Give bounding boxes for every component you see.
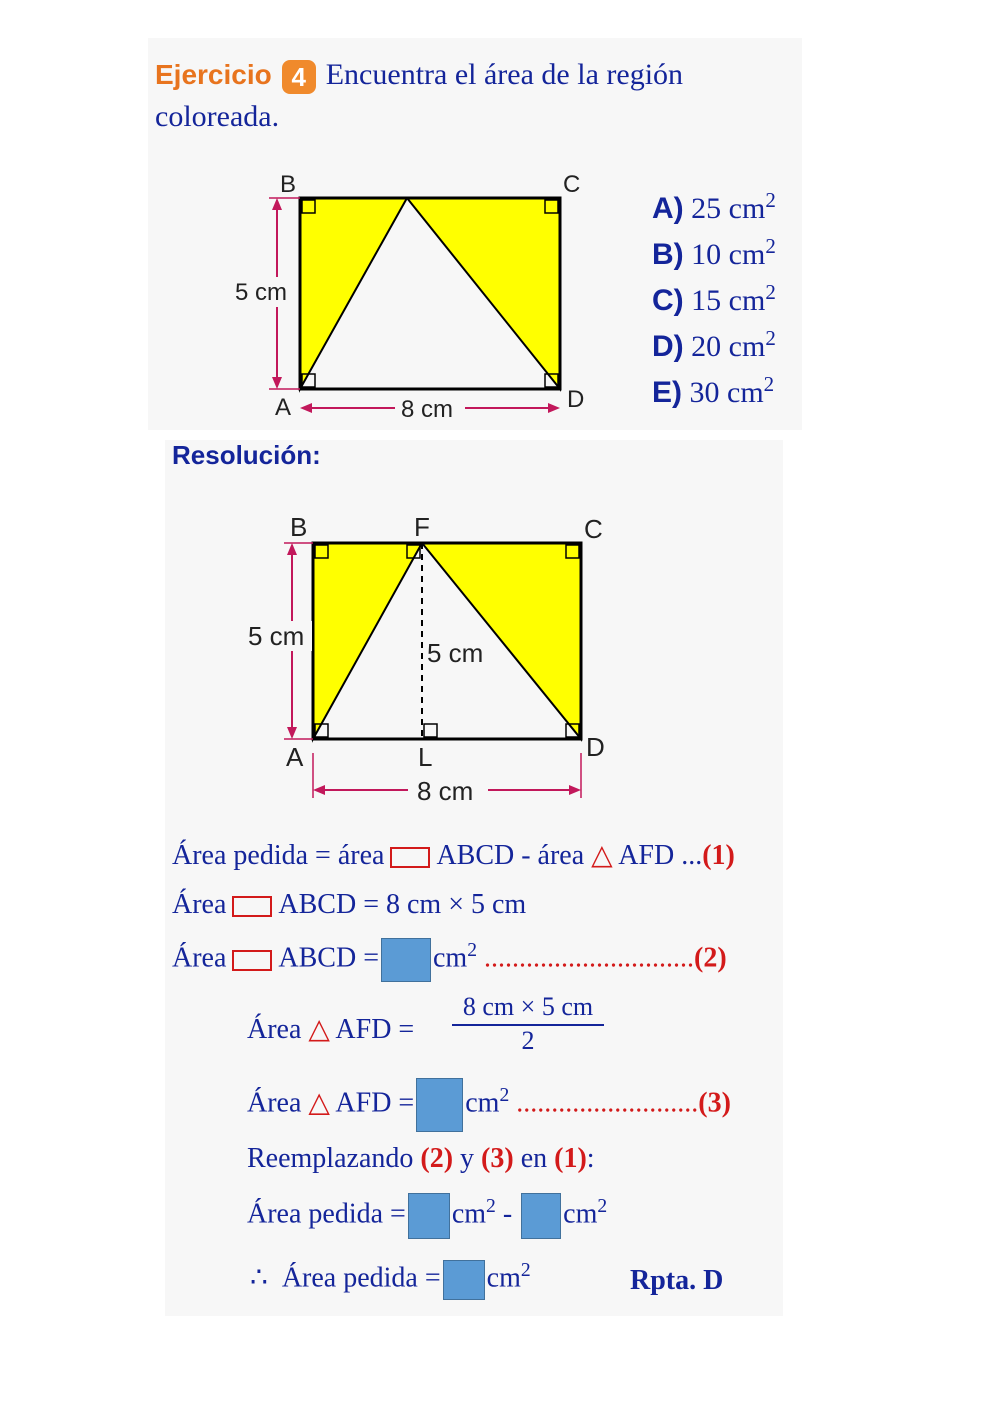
shaded-left-triangle: [300, 198, 407, 389]
vertex-c: C: [563, 171, 581, 198]
resolution-line-5: Área △ AFD = $cm^2$ ..........................(3): [247, 1078, 731, 1132]
option-c[interactable]: C) 15 $cm^2$: [652, 280, 776, 317]
triangle-symbol: △: [591, 840, 613, 871]
resolution-line-2: Área ABCD = 8 cm × 5 cm: [172, 889, 527, 920]
vertex-d: D: [567, 386, 585, 413]
right-angle-mark-l: [424, 724, 437, 737]
answer-blank-box-1[interactable]: [381, 938, 431, 982]
vertex-l: L: [418, 742, 433, 772]
option-a[interactable]: A) 25 $cm^2$: [652, 188, 776, 225]
resolution-line-8: ∴ Área pedida = $cm^2$: [250, 1260, 531, 1300]
shaded-right-triangle: [407, 198, 560, 389]
answer-blank-box-3[interactable]: [408, 1193, 450, 1239]
arrow-left-2: [313, 785, 325, 795]
resolution-line-1: Área pedida = área ABCD - área △ AFD ...(1): [172, 840, 735, 871]
exercise-header: [155, 58, 683, 94]
figure-2: [240, 508, 620, 808]
height-label: 5 cm: [235, 279, 288, 306]
arrow-up-2: [287, 543, 297, 555]
vertex-a2: A: [286, 742, 304, 772]
triangle-symbol: △: [308, 1014, 330, 1045]
arrow-down-2: [287, 727, 297, 739]
option-b[interactable]: B) 10 $cm^2$: [652, 234, 776, 271]
arrow-down: [272, 377, 282, 389]
rectangle-symbol: [232, 896, 272, 917]
answer-text: Rpta. D: [630, 1265, 724, 1296]
resolution-line-7: Área pedida = $cm^2 - cm^2$: [247, 1193, 607, 1239]
arrow-right-2: [569, 785, 581, 795]
arrow-right: [548, 403, 560, 413]
therefore-symbol: ∴: [250, 1262, 268, 1294]
vertex-c2: C: [584, 514, 603, 544]
answer-options: [652, 188, 776, 418]
exercise-label: Ejercicio: [155, 59, 272, 90]
fraction-numerator: 8 cm × 5 cm: [452, 992, 604, 1026]
arrow-up: [272, 198, 282, 210]
vertex-f: F: [414, 512, 430, 542]
rectangle-symbol: [232, 950, 272, 971]
vertex-d2: D: [586, 732, 605, 762]
base-label-2: 8 cm: [417, 776, 474, 806]
figure-1: [225, 165, 605, 430]
inner-height-label: 5 cm: [427, 638, 484, 668]
vertex-b2: B: [290, 512, 308, 542]
vertex-a: A: [275, 394, 292, 421]
resolution-title: Resolución:: [172, 440, 321, 470]
answer-blank-box-4[interactable]: [521, 1193, 561, 1239]
option-d[interactable]: D) 20 $cm^2$: [652, 326, 776, 363]
arrow-left: [300, 403, 312, 413]
option-e[interactable]: E) 30 $cm^2$: [652, 372, 775, 409]
fraction: [452, 992, 604, 1056]
height-label-2: 5 cm: [248, 621, 305, 651]
exercise-statement-line1: Encuentra el área de la región: [325, 58, 684, 91]
fraction-denominator: 2: [521, 1026, 535, 1055]
exercise-statement-line2: coloreada.: [155, 100, 280, 133]
shaded-left-triangle-2: [313, 543, 422, 739]
answer-blank-box-5[interactable]: [443, 1260, 485, 1300]
triangle-symbol: △: [308, 1087, 330, 1119]
exercise-number-badge: 4: [282, 60, 316, 94]
resolution-line-4: Área △ AFD =: [247, 1014, 415, 1045]
resolution-line-6: Reemplazando (2) y (3) en (1):: [247, 1143, 595, 1174]
resolution-line-3: Área ABCD = $cm^2$ ..............................(2): [172, 938, 727, 982]
vertex-b: B: [280, 171, 297, 198]
rectangle-symbol: [390, 847, 430, 868]
base-label: 8 cm: [401, 396, 454, 423]
answer-blank-box-2[interactable]: [416, 1078, 463, 1132]
